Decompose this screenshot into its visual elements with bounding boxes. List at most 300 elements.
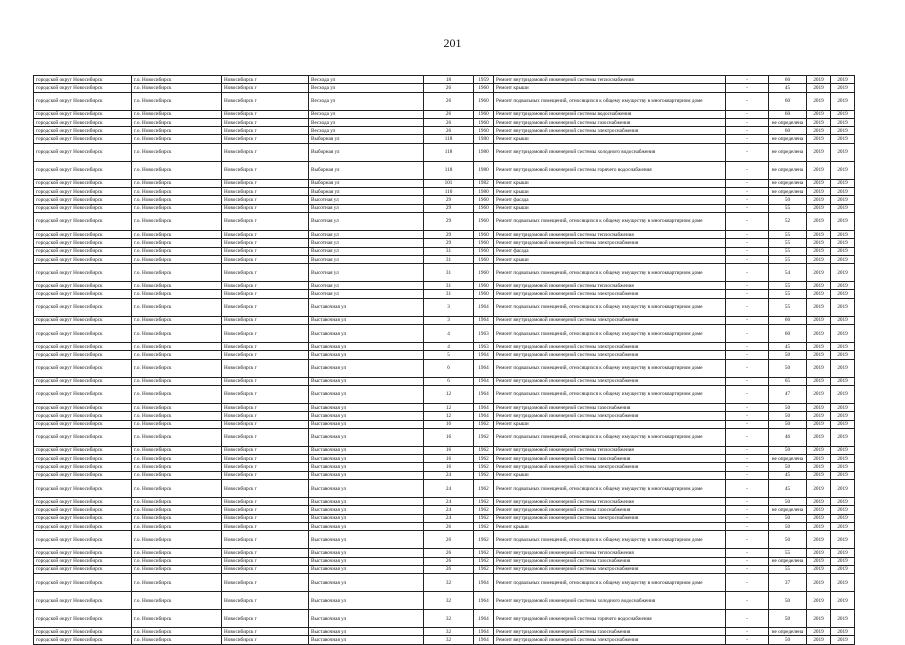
work-type-cell: Ремонт крыши: [494, 255, 726, 263]
street-cell: Выставочная ул: [309, 480, 424, 498]
house-number-cell: 29: [424, 212, 474, 230]
district-cell: г.о. Новосибирск: [132, 298, 222, 316]
cost-cell: не определена: [769, 628, 807, 636]
dash-cell: -: [726, 298, 769, 316]
table-row: [34, 428, 855, 446]
street-cell: Высотная ул: [309, 204, 424, 212]
year-end-cell: 2019: [831, 316, 855, 324]
work-type-cell: Ремонт подвальных помещений, относящихся к общему имуществу в многоквартирном доме: [494, 298, 726, 316]
district-cell: г.о. Новосибирск: [132, 76, 222, 84]
year-built-cell: 1962: [474, 549, 494, 557]
table-row: [34, 212, 855, 230]
municipality-cell: городской округ Новосибирск: [34, 471, 132, 479]
dash-cell: -: [726, 351, 769, 359]
dash-cell: -: [726, 463, 769, 471]
district-cell: г.о. Новосибирск: [132, 255, 222, 263]
year-end-cell: 2019: [831, 179, 855, 187]
house-number-cell: 31: [424, 264, 474, 282]
year-start-cell: 2019: [807, 549, 831, 557]
city-cell: Новосибирск г: [222, 428, 309, 446]
year-built-cell: 1964: [474, 610, 494, 628]
table-row: [34, 143, 855, 161]
table-row: [34, 377, 855, 385]
year-built-cell: 1962: [474, 446, 494, 454]
street-cell: Выставочная ул: [309, 325, 424, 343]
street-cell: Выставочная ул: [309, 428, 424, 446]
city-cell: Новосибирск г: [222, 179, 309, 187]
city-cell: Новосибирск г: [222, 161, 309, 179]
cost-cell: не определена: [769, 455, 807, 463]
year-end-cell: 2019: [831, 282, 855, 290]
year-built-cell: 1960: [474, 92, 494, 110]
table-row: [34, 480, 855, 498]
year-end-cell: 2019: [831, 549, 855, 557]
district-cell: г.о. Новосибирск: [132, 264, 222, 282]
dash-cell: -: [726, 290, 769, 298]
year-start-cell: 2019: [807, 377, 831, 385]
house-number-cell: 16: [424, 420, 474, 428]
year-built-cell: 1964: [474, 403, 494, 411]
table-row: [34, 135, 855, 143]
district-cell: г.о. Новосибирск: [132, 446, 222, 454]
city-cell: Новосибирск г: [222, 351, 309, 359]
year-start-cell: 2019: [807, 471, 831, 479]
year-start-cell: 2019: [807, 636, 831, 644]
dash-cell: -: [726, 420, 769, 428]
district-cell: г.о. Новосибирск: [132, 230, 222, 238]
city-cell: Новосибирск г: [222, 204, 309, 212]
house-number-cell: 26: [424, 84, 474, 92]
year-start-cell: 2019: [807, 188, 831, 196]
street-cell: Высотная ул: [309, 264, 424, 282]
district-cell: г.о. Новосибирск: [132, 179, 222, 187]
house-number-cell: 26: [424, 549, 474, 557]
municipality-cell: городской округ Новосибирск: [34, 420, 132, 428]
district-cell: г.о. Новосибирск: [132, 480, 222, 498]
table-row: [34, 471, 855, 479]
dash-cell: -: [726, 565, 769, 573]
cost-cell: не определена: [769, 161, 807, 179]
table-row: [34, 514, 855, 522]
dash-cell: -: [726, 343, 769, 351]
cost-cell: 55: [769, 247, 807, 255]
year-built-cell: 1960: [474, 84, 494, 92]
year-start-cell: 2019: [807, 127, 831, 135]
district-cell: г.о. Новосибирск: [132, 127, 222, 135]
year-start-cell: 2019: [807, 628, 831, 636]
year-start-cell: 2019: [807, 455, 831, 463]
municipality-cell: городской округ Новосибирск: [34, 549, 132, 557]
year-start-cell: 2019: [807, 428, 831, 446]
table-row: [34, 127, 855, 135]
house-number-cell: 12: [424, 412, 474, 420]
city-cell: Новосибирск г: [222, 316, 309, 324]
year-end-cell: 2019: [831, 230, 855, 238]
city-cell: Новосибирск г: [222, 290, 309, 298]
city-cell: Новосибирск г: [222, 636, 309, 644]
table-row: [34, 92, 855, 110]
dash-cell: -: [726, 549, 769, 557]
street-cell: Весхода ул: [309, 118, 424, 126]
year-end-cell: 2019: [831, 628, 855, 636]
municipality-cell: городской округ Новосибирск: [34, 385, 132, 403]
year-end-cell: 2019: [831, 196, 855, 204]
municipality-cell: городской округ Новосибирск: [34, 514, 132, 522]
year-built-cell: 1962: [474, 565, 494, 573]
work-type-cell: Ремонт внутридомовой инженерной системы горячего водоснабжения: [494, 161, 726, 179]
house-number-cell: 3: [424, 298, 474, 316]
work-type-cell: Ремонт подвальных помещений, относящихся к общему имуществу в многоквартирном доме: [494, 480, 726, 498]
cost-cell: 50: [769, 196, 807, 204]
year-start-cell: 2019: [807, 239, 831, 247]
house-number-cell: 26: [424, 522, 474, 530]
table-row: [34, 179, 855, 187]
dash-cell: -: [726, 412, 769, 420]
work-type-cell: Ремонт внутридомовой инженерной системы холодного водоснабжения: [494, 143, 726, 161]
municipality-cell: городской округ Новосибирск: [34, 290, 132, 298]
municipality-cell: городской округ Новосибирск: [34, 592, 132, 610]
year-end-cell: 2019: [831, 420, 855, 428]
city-cell: Новосибирск г: [222, 385, 309, 403]
table-row: [34, 359, 855, 377]
street-cell: Высотная ул: [309, 247, 424, 255]
year-end-cell: 2019: [831, 610, 855, 628]
cost-cell: 54: [769, 264, 807, 282]
work-type-cell: Ремонт подвальных помещений, относящихся к общему имуществу в многоквартирном доме: [494, 574, 726, 592]
table-row: [34, 506, 855, 514]
table-row: [34, 282, 855, 290]
year-built-cell: 1962: [474, 522, 494, 530]
year-start-cell: 2019: [807, 76, 831, 84]
dash-cell: -: [726, 264, 769, 282]
city-cell: Новосибирск г: [222, 255, 309, 263]
year-end-cell: 2019: [831, 118, 855, 126]
district-cell: г.о. Новосибирск: [132, 514, 222, 522]
house-number-cell: 24: [424, 471, 474, 479]
house-number-cell: 16: [424, 455, 474, 463]
cost-cell: 60: [769, 76, 807, 84]
year-end-cell: 2019: [831, 480, 855, 498]
year-start-cell: 2019: [807, 143, 831, 161]
dash-cell: -: [726, 574, 769, 592]
city-cell: Новосибирск г: [222, 188, 309, 196]
dash-cell: -: [726, 514, 769, 522]
house-number-cell: 26: [424, 531, 474, 549]
cost-cell: 55: [769, 230, 807, 238]
dash-cell: -: [726, 161, 769, 179]
house-number-cell: 18: [424, 76, 474, 84]
year-end-cell: 2019: [831, 428, 855, 446]
year-built-cell: 1962: [474, 471, 494, 479]
year-built-cell: 1962: [474, 498, 494, 506]
year-built-cell: 1964: [474, 351, 494, 359]
year-built-cell: 1964: [474, 412, 494, 420]
table-row: [34, 636, 855, 644]
year-built-cell: 1963: [474, 343, 494, 351]
table-row: [34, 239, 855, 247]
work-type-cell: Ремонт крыши: [494, 84, 726, 92]
city-cell: Новосибирск г: [222, 403, 309, 411]
street-cell: Высотная ул: [309, 230, 424, 238]
city-cell: Новосибирск г: [222, 446, 309, 454]
year-end-cell: 2019: [831, 264, 855, 282]
year-end-cell: 2019: [831, 463, 855, 471]
work-type-cell: Ремонт внутридомовой инженерной системы водоснабжения: [494, 110, 726, 118]
table-row: [34, 343, 855, 351]
district-cell: г.о. Новосибирск: [132, 188, 222, 196]
city-cell: Новосибирск г: [222, 628, 309, 636]
year-end-cell: 2019: [831, 188, 855, 196]
street-cell: Высотная ул: [309, 239, 424, 247]
cost-cell: 50: [769, 412, 807, 420]
work-type-cell: Ремонт внутридомовой инженерной системы электроснабжения: [494, 127, 726, 135]
dash-cell: -: [726, 480, 769, 498]
city-cell: Новосибирск г: [222, 412, 309, 420]
year-start-cell: 2019: [807, 359, 831, 377]
dash-cell: -: [726, 592, 769, 610]
dash-cell: -: [726, 316, 769, 324]
municipality-cell: городской округ Новосибирск: [34, 498, 132, 506]
dash-cell: -: [726, 628, 769, 636]
city-cell: Новосибирск г: [222, 282, 309, 290]
table-row: [34, 531, 855, 549]
municipality-cell: городской округ Новосибирск: [34, 143, 132, 161]
work-type-cell: Ремонт внутридомовой инженерной системы теплоснабжения: [494, 549, 726, 557]
cost-cell: 45: [769, 343, 807, 351]
city-cell: Новосибирск г: [222, 531, 309, 549]
work-type-cell: Ремонт внутридомовой инженерной системы теплоснабжения: [494, 282, 726, 290]
street-cell: Высотная ул: [309, 255, 424, 263]
work-type-cell: Ремонт крыши: [494, 204, 726, 212]
street-cell: Высотная ул: [309, 212, 424, 230]
year-built-cell: 1962: [474, 455, 494, 463]
cost-cell: 45: [769, 84, 807, 92]
year-end-cell: 2019: [831, 143, 855, 161]
street-cell: Выставочная ул: [309, 557, 424, 565]
year-start-cell: 2019: [807, 531, 831, 549]
year-start-cell: 2019: [807, 84, 831, 92]
house-number-cell: 3: [424, 316, 474, 324]
year-end-cell: 2019: [831, 343, 855, 351]
dash-cell: -: [726, 196, 769, 204]
table-row: [34, 455, 855, 463]
table-row: [34, 522, 855, 530]
cost-cell: 50: [769, 446, 807, 454]
year-built-cell: 1960: [474, 290, 494, 298]
work-type-cell: Ремонт крыши: [494, 420, 726, 428]
work-type-cell: Ремонт подвальных помещений, относящихся к общему имуществу в многоквартирном доме: [494, 359, 726, 377]
street-cell: Выставочная ул: [309, 403, 424, 411]
table-row: [34, 290, 855, 298]
table-row: [34, 161, 855, 179]
street-cell: Выставочная ул: [309, 471, 424, 479]
cost-cell: 55: [769, 204, 807, 212]
municipality-cell: городской округ Новосибирск: [34, 161, 132, 179]
city-cell: Новосибирск г: [222, 471, 309, 479]
municipality-cell: городской округ Новосибирск: [34, 196, 132, 204]
cost-cell: 55: [769, 282, 807, 290]
street-cell: Весхода ул: [309, 84, 424, 92]
year-built-cell: 1960: [474, 264, 494, 282]
municipality-cell: городской округ Новосибирск: [34, 188, 132, 196]
year-start-cell: 2019: [807, 420, 831, 428]
year-built-cell: 1960: [474, 118, 494, 126]
district-cell: г.о. Новосибирск: [132, 161, 222, 179]
dash-cell: -: [726, 282, 769, 290]
district-cell: г.о. Новосибирск: [132, 412, 222, 420]
municipality-cell: городской округ Новосибирск: [34, 574, 132, 592]
cost-cell: 65: [769, 377, 807, 385]
municipality-cell: городской округ Новосибирск: [34, 531, 132, 549]
year-start-cell: 2019: [807, 446, 831, 454]
municipality-cell: городской округ Новосибирск: [34, 351, 132, 359]
year-built-cell: 1960: [474, 204, 494, 212]
street-cell: Выставочная ул: [309, 565, 424, 573]
city-cell: Новосибирск г: [222, 212, 309, 230]
year-start-cell: 2019: [807, 565, 831, 573]
year-end-cell: 2019: [831, 110, 855, 118]
table-row: [34, 255, 855, 263]
house-number-cell: 29: [424, 239, 474, 247]
year-start-cell: 2019: [807, 196, 831, 204]
street-cell: Выборная ул: [309, 161, 424, 179]
street-cell: Выставочная ул: [309, 385, 424, 403]
table-row: [34, 188, 855, 196]
dash-cell: -: [726, 110, 769, 118]
cost-cell: не определена: [769, 143, 807, 161]
table-row: [34, 84, 855, 92]
year-start-cell: 2019: [807, 212, 831, 230]
year-end-cell: 2019: [831, 514, 855, 522]
street-cell: Выставочная ул: [309, 446, 424, 454]
house-number-cell: 32: [424, 610, 474, 628]
year-start-cell: 2019: [807, 118, 831, 126]
cost-cell: 50: [769, 498, 807, 506]
city-cell: Новосибирск г: [222, 196, 309, 204]
work-type-cell: Ремонт внутридомовой инженерной системы газоснабжения: [494, 403, 726, 411]
district-cell: г.о. Новосибирск: [132, 343, 222, 351]
house-number-cell: 5: [424, 351, 474, 359]
city-cell: Новосибирск г: [222, 92, 309, 110]
municipality-cell: городской округ Новосибирск: [34, 239, 132, 247]
work-type-cell: Ремонт внутридомовой инженерной системы теплоснабжения: [494, 76, 726, 84]
work-type-cell: Ремонт внутридомовой инженерной системы теплоснабжения: [494, 498, 726, 506]
municipality-cell: городской округ Новосибирск: [34, 325, 132, 343]
dash-cell: -: [726, 204, 769, 212]
year-start-cell: 2019: [807, 316, 831, 324]
dash-cell: -: [726, 557, 769, 565]
district-cell: г.о. Новосибирск: [132, 565, 222, 573]
dash-cell: -: [726, 359, 769, 377]
municipality-cell: городской округ Новосибирск: [34, 412, 132, 420]
year-start-cell: 2019: [807, 403, 831, 411]
municipality-cell: городской округ Новосибирск: [34, 230, 132, 238]
year-start-cell: 2019: [807, 480, 831, 498]
year-start-cell: 2019: [807, 498, 831, 506]
dash-cell: -: [726, 455, 769, 463]
work-type-cell: Ремонт внутридомовой инженерной системы газоснабжения: [494, 557, 726, 565]
year-start-cell: 2019: [807, 110, 831, 118]
year-start-cell: 2019: [807, 282, 831, 290]
year-end-cell: 2019: [831, 204, 855, 212]
house-number-cell: 24: [424, 514, 474, 522]
street-cell: Выставочная ул: [309, 359, 424, 377]
house-number-cell: 16: [424, 428, 474, 446]
municipality-cell: городской округ Новосибирск: [34, 255, 132, 263]
year-end-cell: 2019: [831, 325, 855, 343]
year-start-cell: 2019: [807, 179, 831, 187]
city-cell: Новосибирск г: [222, 118, 309, 126]
year-built-cell: 1960: [474, 255, 494, 263]
year-start-cell: 2019: [807, 610, 831, 628]
street-cell: Выставочная ул: [309, 412, 424, 420]
work-type-cell: Ремонт подвальных помещений, относящихся к общему имуществу в многоквартирном доме: [494, 325, 726, 343]
work-type-cell: Ремонт внутридомовой инженерной системы электроснабжения: [494, 316, 726, 324]
street-cell: Выставочная ул: [309, 549, 424, 557]
street-cell: Выставочная ул: [309, 636, 424, 644]
year-start-cell: 2019: [807, 230, 831, 238]
district-cell: г.о. Новосибирск: [132, 592, 222, 610]
municipality-cell: городской округ Новосибирск: [34, 446, 132, 454]
district-cell: г.о. Новосибирск: [132, 574, 222, 592]
dash-cell: -: [726, 84, 769, 92]
cost-cell: 50: [769, 592, 807, 610]
street-cell: Выставочная ул: [309, 343, 424, 351]
dash-cell: -: [726, 212, 769, 230]
city-cell: Новосибирск г: [222, 239, 309, 247]
municipality-cell: городской округ Новосибирск: [34, 298, 132, 316]
work-type-cell: Ремонт внутридомовой инженерной системы горячего водоснабжения: [494, 610, 726, 628]
dash-cell: -: [726, 325, 769, 343]
house-number-cell: 31: [424, 290, 474, 298]
street-cell: Весхода ул: [309, 76, 424, 84]
year-end-cell: 2019: [831, 92, 855, 110]
year-built-cell: 1960: [474, 110, 494, 118]
municipality-cell: городской округ Новосибирск: [34, 282, 132, 290]
house-number-cell: 26: [424, 127, 474, 135]
year-end-cell: 2019: [831, 290, 855, 298]
house-number-cell: 26: [424, 557, 474, 565]
district-cell: г.о. Новосибирск: [132, 455, 222, 463]
year-start-cell: 2019: [807, 412, 831, 420]
city-cell: Новосибирск г: [222, 574, 309, 592]
district-cell: г.о. Новосибирск: [132, 135, 222, 143]
year-end-cell: 2019: [831, 565, 855, 573]
year-built-cell: 1964: [474, 316, 494, 324]
house-number-cell: 26: [424, 110, 474, 118]
dash-cell: -: [726, 446, 769, 454]
cost-cell: 60: [769, 316, 807, 324]
house-number-cell: 29: [424, 204, 474, 212]
municipality-cell: городской округ Новосибирск: [34, 455, 132, 463]
street-cell: Высотная ул: [309, 196, 424, 204]
year-start-cell: 2019: [807, 298, 831, 316]
dash-cell: -: [726, 188, 769, 196]
house-number-cell: 6: [424, 359, 474, 377]
dash-cell: -: [726, 255, 769, 263]
city-cell: Новосибирск г: [222, 325, 309, 343]
table-row: [34, 196, 855, 204]
district-cell: г.о. Новосибирск: [132, 212, 222, 230]
cost-cell: 47: [769, 385, 807, 403]
year-end-cell: 2019: [831, 351, 855, 359]
year-end-cell: 2019: [831, 239, 855, 247]
city-cell: Новосибирск г: [222, 143, 309, 161]
cost-cell: 55: [769, 549, 807, 557]
city-cell: Новосибирск г: [222, 230, 309, 238]
year-start-cell: 2019: [807, 592, 831, 610]
table-row: [34, 118, 855, 126]
